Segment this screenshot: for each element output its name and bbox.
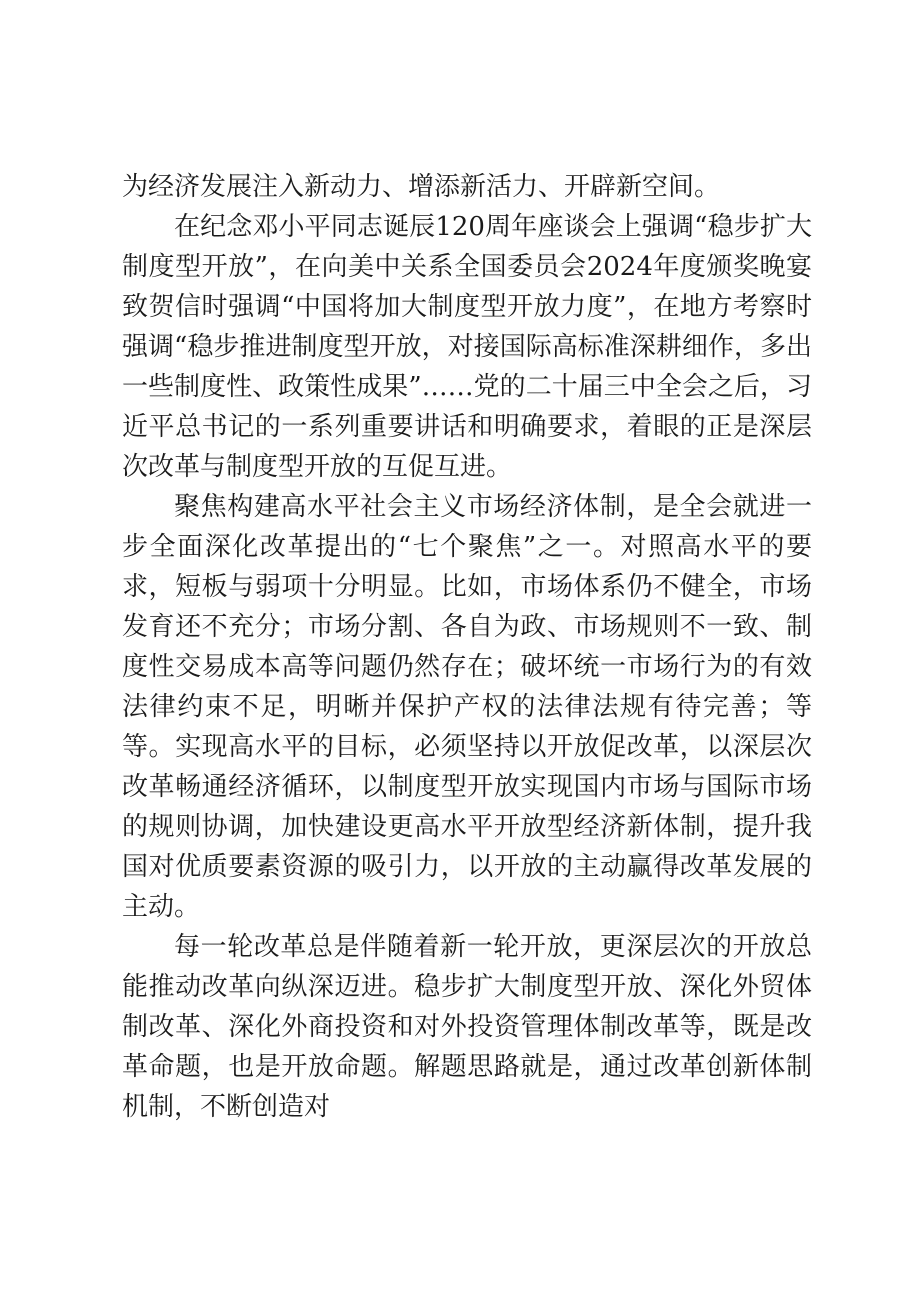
document-body (122, 167, 812, 1127)
paragraph-3: 聚焦构建高水平社会主义市场经济体制，是全会就进一步全面深化改革提出的“七个聚焦”之一。对照高水平的要求，短板与弱项十分明显。比如，市场体系仍不健全，市场发育还不充分；市场分割、各自为政、市场规则不一致、制度性交易成本高等问题仍然存在；破坏统一市场行为的有效法律约束不足，明晰并保护产权的法律法规有待完善；等等。实现高水平的目标，必须坚持以开放促改革，以深层次改革畅通经济循环，以制度型开放实现国内市场与国际市场的规则协调，加快建设更高水平开放型经济新体制，提升我国对优质要素资源的吸引力，以开放的主动赢得改革发展的主动。 (122, 492, 812, 922)
paragraph-2: 在纪念邓小平同志诞辰120周年座谈会上强调“稳步扩大制度型开放”，在向美中关系全国委员会2024年度颁奖晚宴致贺信时强调“中国将加大制度型开放力度”，在地方考察时强调“稳步推进制度型开放，对接国际高标准深耕细作，多出一些制度性、政策性成果”……党的二十届三中全会之后，习近平总书记的一系列重要讲话和明确要求，着眼的正是深层次改革与制度型开放的互促互进。 (122, 212, 812, 482)
paragraph-1: 为经济发展注入新动力、增添新活力、开辟新空间。 (122, 172, 721, 202)
paragraph-4: 每一轮改革总是伴随着新一轮开放，更深层次的开放总能推动改革向纵深迈进。稳步扩大制度型开放、深化外贸体制改革、深化外商投资和对外投资管理体制改革等，既是改革命题，也是开放命题。解题思路就是，通过改革创新体制机制，不断创造对 (122, 932, 812, 1122)
